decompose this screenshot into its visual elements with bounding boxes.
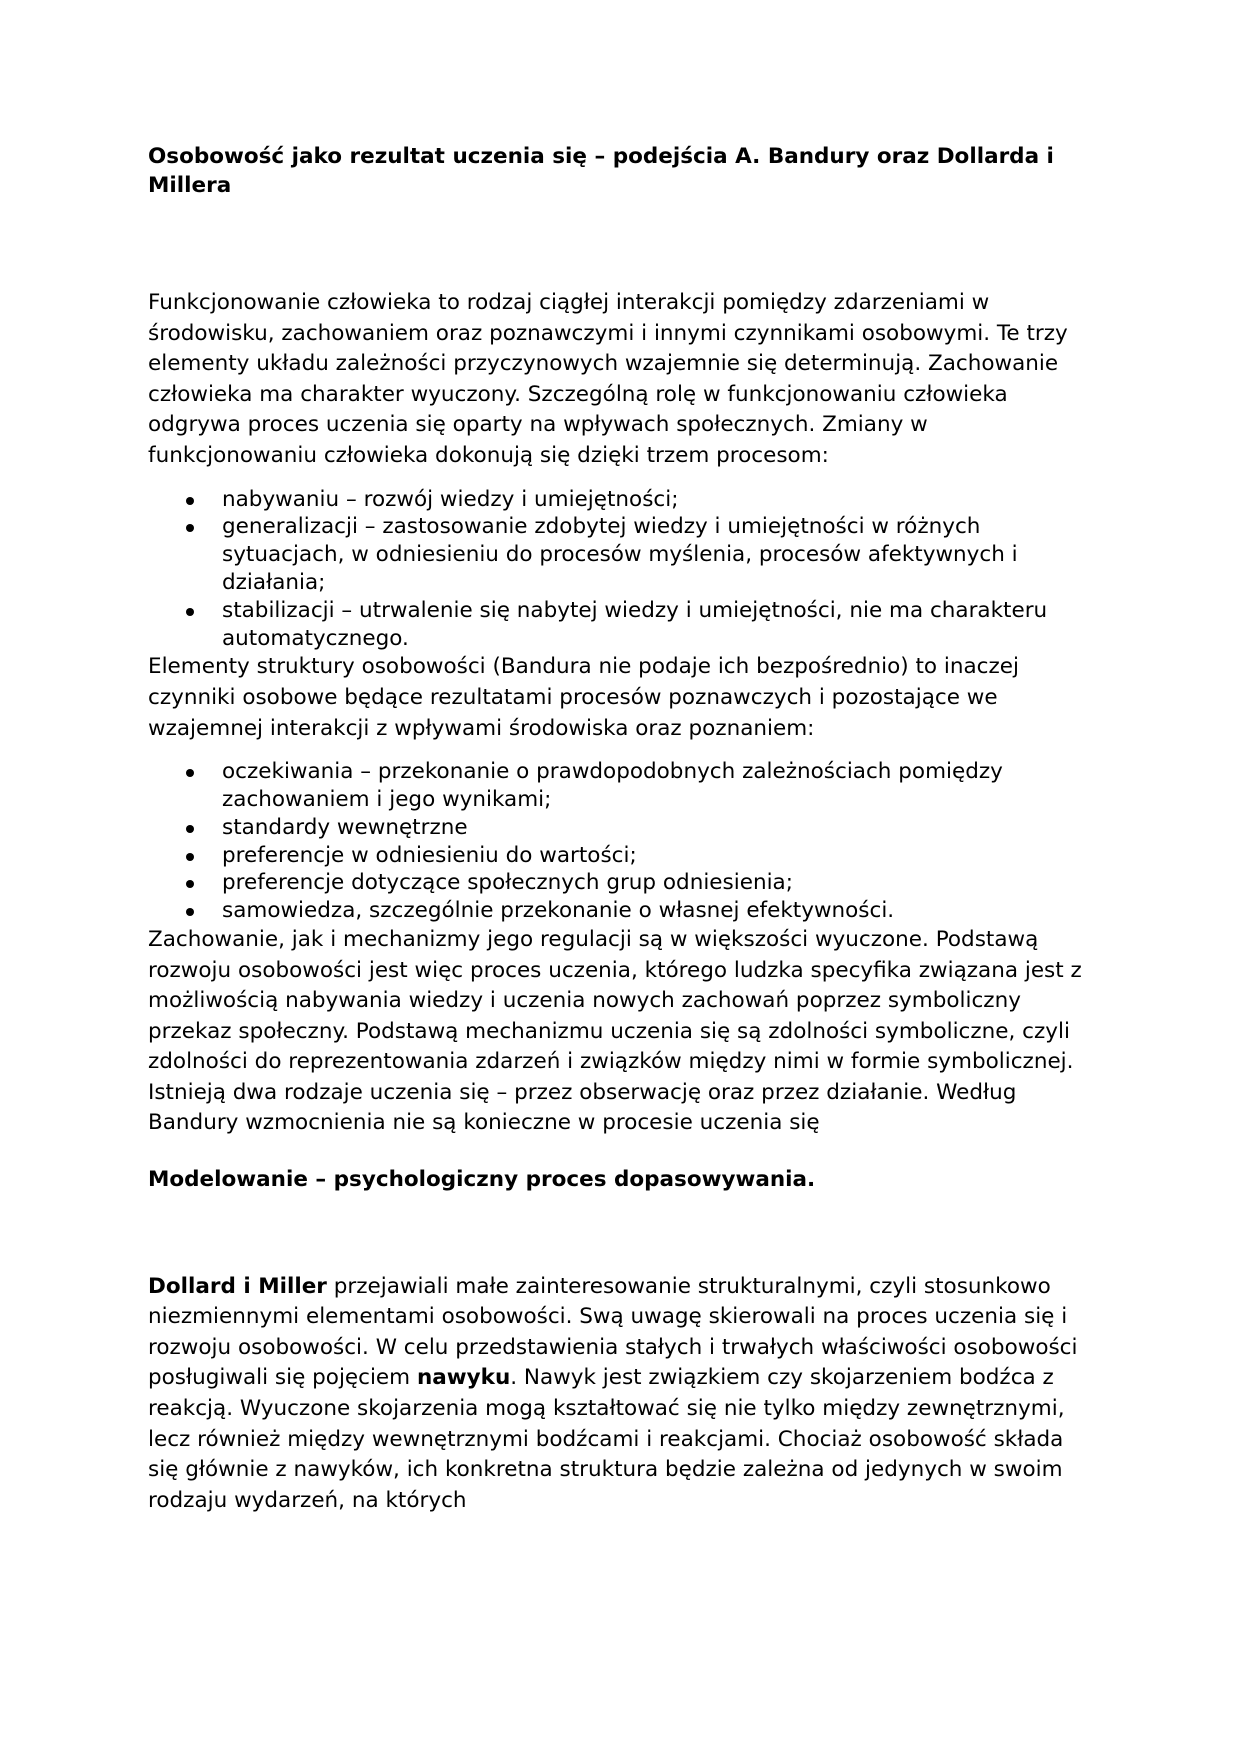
dollard-miller-paragraph xyxy=(148,1272,1088,1517)
document-title: Osobowość jako rezultat uczenia się – podejścia A. Bandury oraz Dollarda i Millera xyxy=(148,144,1054,198)
list-item: nabywaniu – rozwój wiedzy i umiejętności; xyxy=(222,486,1088,514)
modeling-heading: Modelowanie – psychologiczny proces dopasowywania. xyxy=(148,1167,816,1193)
structure-paragraph: Elementy struktury osobowości (Bandura nie podaje ich bezpośrednio) to inaczej czynniki osobowe będące rezultatami procesów poznawczych i pozostające we wzajemnej interakcji z wpływami środowiska oraz poznaniem: xyxy=(148,654,1019,741)
document-body xyxy=(148,142,1088,1516)
dollard-miller-text-a: przejawiali małe zainteresowanie strukturalnymi, czyli stosunkowo niezmiennymi elementami osobowości. Swą uwagę skierowali na proces uczenia się i rozwoju osobowości. W celu przedstawienia stałych i trwałych właściwości osobowości posługiwali się pojęciem xyxy=(148,1273,1078,1391)
personal-factors-list xyxy=(148,758,1088,925)
list-item: standardy wewnętrzne xyxy=(222,814,1088,842)
list-item: preferencje w odniesieniu do wartości; xyxy=(222,842,1088,870)
list-item: oczekiwania – przekonanie o prawdopodobnych zależnościach pomiędzy zachowaniem i jego wynikami; xyxy=(222,758,1088,814)
list-item: preferencje dotyczące społecznych grup odniesienia; xyxy=(222,869,1088,897)
list-item: samowiedza, szczególnie przekonanie o własnej efektywności. xyxy=(222,897,1088,925)
list-item: generalizacji – zastosowanie zdobytej wiedzy i umiejętności w różnych sytuacjach, w odniesieniu do procesów myślenia, procesów afektywnych i działania; xyxy=(222,513,1088,596)
dollard-miller-lead: Dollard i Miller xyxy=(148,1273,327,1299)
learning-paragraph: Zachowanie, jak i mechanizmy jego regulacji są w większości wyuczone. Podstawą rozwoju osobowości jest więc proces uczenia, którego ludzka specyfika związana jest z możliwością nabywania wiedzy i uczenia nowych zachowań poprzez symboliczny przekaz społeczny. Podstawą mechanizmu uczenia się są zdolności symboliczne, czyli zdolności do reprezentowania zdarzeń i związków między nimi w formie symbolicznej. Istnieją dwa rodzaje uczenia się – przez obserwację oraz przez działanie. Według Bandury wzmocnienia nie są konieczne w procesie uczenia się xyxy=(148,926,1082,1136)
process-list xyxy=(148,486,1088,653)
list-item: stabilizacji – utrwalenie się nabytej wiedzy i umiejętności, nie ma charakteru automatycznego. xyxy=(222,597,1088,653)
dollard-miller-text-b: . Nawyk jest związkiem czy skojarzeniem bodźca z reakcją. Wyuczone skojarzenia mogą kształtować się nie tylko między zewnętrznymi, lecz również między wewnętrznymi bodźcami i reakcjami. Chociaż osobowość składa się głównie z nawyków, ich konkretna struktura będzie zależna od jedynych w swoim rodzaju wydarzeń, na których xyxy=(148,1365,1065,1513)
intro-paragraph: Funkcjonowanie człowieka to rodzaj ciągłej interakcji pomiędzy zdarzeniami w środowisku, zachowaniem oraz poznawczymi i innymi czynnikami osobowymi. Te trzy elementy układu zależności przyczynowych wzajemnie się determinują. Zachowanie człowieka ma charakter wyuczony. Szczególną rolę w funkcjonowaniu człowieka odgrywa proces uczenia się oparty na wpływach społecznych. Zmiany w funkcjonowaniu człowieka dokonują się dzięki trzem procesom: xyxy=(148,290,1068,468)
habit-term: nawyku xyxy=(416,1365,511,1391)
